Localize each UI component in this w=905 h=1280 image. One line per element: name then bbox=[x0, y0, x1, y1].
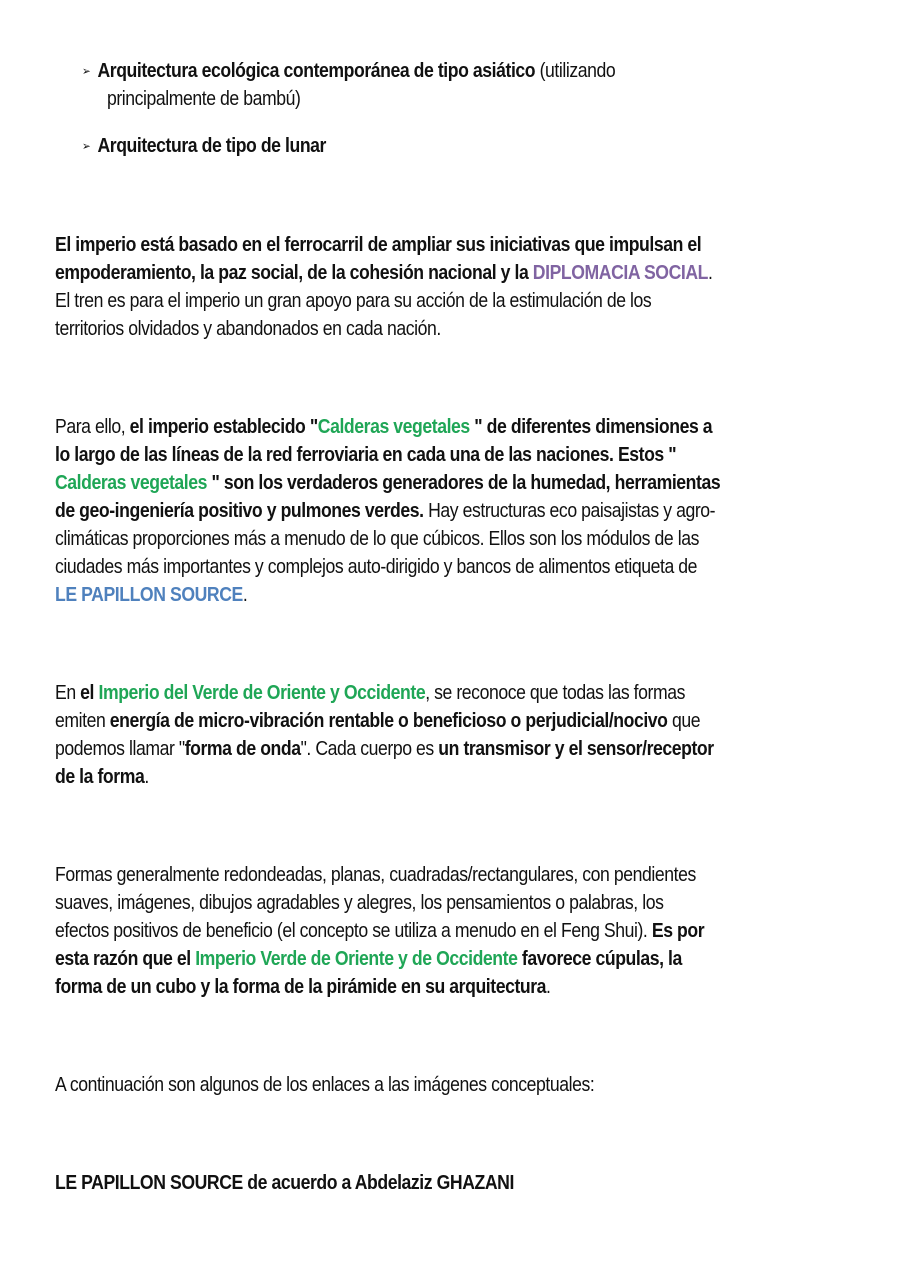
text-normal: emiten bbox=[55, 709, 110, 732]
paragraph-railway-empire bbox=[55, 231, 712, 343]
text-line: climáticas proporciones más a menudo de lo que cúbicos. Ellos son los módulos de las bbox=[55, 527, 699, 550]
text-line: El imperio está basado en el ferrocarril de ampliar sus iniciativas que impulsan el bbox=[55, 233, 702, 256]
text-line: A continuación son algunos de los enlaces a las imágenes conceptuales: bbox=[55, 1073, 595, 1096]
bullet-bold-text: Arquitectura de tipo de lunar bbox=[97, 134, 326, 157]
le-papillon-source-highlight: LE PAPILLON SOURCE bbox=[55, 583, 243, 606]
text-bold: el imperio establecido " bbox=[129, 415, 318, 438]
bullet-continuation-text: principalmente de bambú) bbox=[106, 87, 301, 110]
text-bold: un transmisor y el sensor/receptor bbox=[438, 737, 714, 760]
paragraph-formas-arquitectura bbox=[55, 861, 704, 1001]
text-bold: el bbox=[80, 681, 99, 704]
text-line: ciudades más importantes y complejos auto-dirigido y bancos de alimentos etiqueta de bbox=[55, 555, 698, 578]
text-line: territorios olvidados y abandonados en cada nación. bbox=[55, 317, 441, 340]
text-punct: . bbox=[144, 765, 149, 788]
arrow-bullet-icon: ➢ bbox=[82, 139, 91, 153]
heading-le-papillon-source-author bbox=[55, 1169, 514, 1197]
text-normal: Para ello, bbox=[55, 415, 130, 438]
imperio-verde-highlight: Imperio Verde de Oriente y de Occidente bbox=[195, 947, 518, 970]
text-bold: " de diferentes dimensiones a bbox=[469, 415, 713, 438]
text-bold: Es por bbox=[651, 919, 705, 942]
text-bold: favorece cúpulas, la bbox=[517, 947, 682, 970]
text-normal: podemos llamar " bbox=[55, 737, 185, 760]
text-punct: . bbox=[546, 975, 551, 998]
arrow-bullet-icon: ➢ bbox=[82, 64, 91, 78]
text-line: Formas generalmente redondeadas, planas, cuadradas/rectangulares, con pendientes bbox=[55, 863, 696, 886]
text-normal: efectos positivos de beneficio (el concepto se utiliza a menudo en el Feng Shui). bbox=[55, 919, 652, 942]
text-bold: forma de onda bbox=[184, 737, 301, 760]
text-bold: forma de un cubo y la forma de la pirámide en su arquitectura bbox=[55, 975, 547, 998]
paragraph-forma-de-onda bbox=[55, 679, 714, 791]
bullet-item-asian-architecture bbox=[82, 57, 615, 113]
text-bold: de la forma bbox=[55, 765, 145, 788]
text-line: LE PAPILLON SOURCE de acuerdo a Abdelaziz GHAZANI bbox=[55, 1171, 514, 1194]
paragraph-enlaces-intro bbox=[55, 1071, 594, 1099]
text-bold: empoderamiento, la paz social, de la cohesión nacional y la bbox=[55, 261, 533, 284]
text-bold: esta razón que el bbox=[55, 947, 196, 970]
text-bold: energía de micro-vibración rentable o beneficioso o perjudicial/nocivo bbox=[109, 709, 668, 732]
bullet-normal-text: (utilizando bbox=[535, 59, 616, 82]
text-bold: de geo-ingeniería positivo y pulmones verdes. bbox=[55, 499, 424, 522]
text-normal: que bbox=[667, 709, 701, 732]
text-line: El tren es para el imperio un gran apoyo para su acción de la estimulación de los bbox=[55, 289, 652, 312]
calderas-vegetales-highlight: Calderas vegetales bbox=[317, 415, 470, 438]
paragraph-calderas-vegetales bbox=[55, 413, 720, 609]
bullet-item-lunar-architecture bbox=[82, 132, 326, 160]
text-normal: , se reconoce que todas las formas bbox=[425, 681, 685, 704]
text-line: suaves, imágenes, dibujos agradables y alegres, los pensamientos o palabras, los bbox=[55, 891, 664, 914]
diplomacia-social-highlight: DIPLOMACIA SOCIAL bbox=[532, 261, 708, 284]
calderas-vegetales-highlight: Calderas vegetales bbox=[55, 471, 208, 494]
text-bold: " son los verdaderos generadores de la humedad, herramientas bbox=[207, 471, 721, 494]
bullet-bold-text: Arquitectura ecológica contemporánea de tipo asiático bbox=[97, 59, 536, 82]
text-normal: Hay estructuras eco paisajistas y agro- bbox=[423, 499, 716, 522]
text-punct: . bbox=[242, 583, 248, 606]
text-punct: . bbox=[707, 261, 713, 284]
imperio-verde-highlight: Imperio del Verde de Oriente y Occidente bbox=[98, 681, 426, 704]
text-normal: En bbox=[55, 681, 81, 704]
text-normal: ". Cada cuerpo es bbox=[300, 737, 439, 760]
text-line: lo largo de las líneas de la red ferroviaria en cada una de las naciones. Estos " bbox=[55, 443, 677, 466]
